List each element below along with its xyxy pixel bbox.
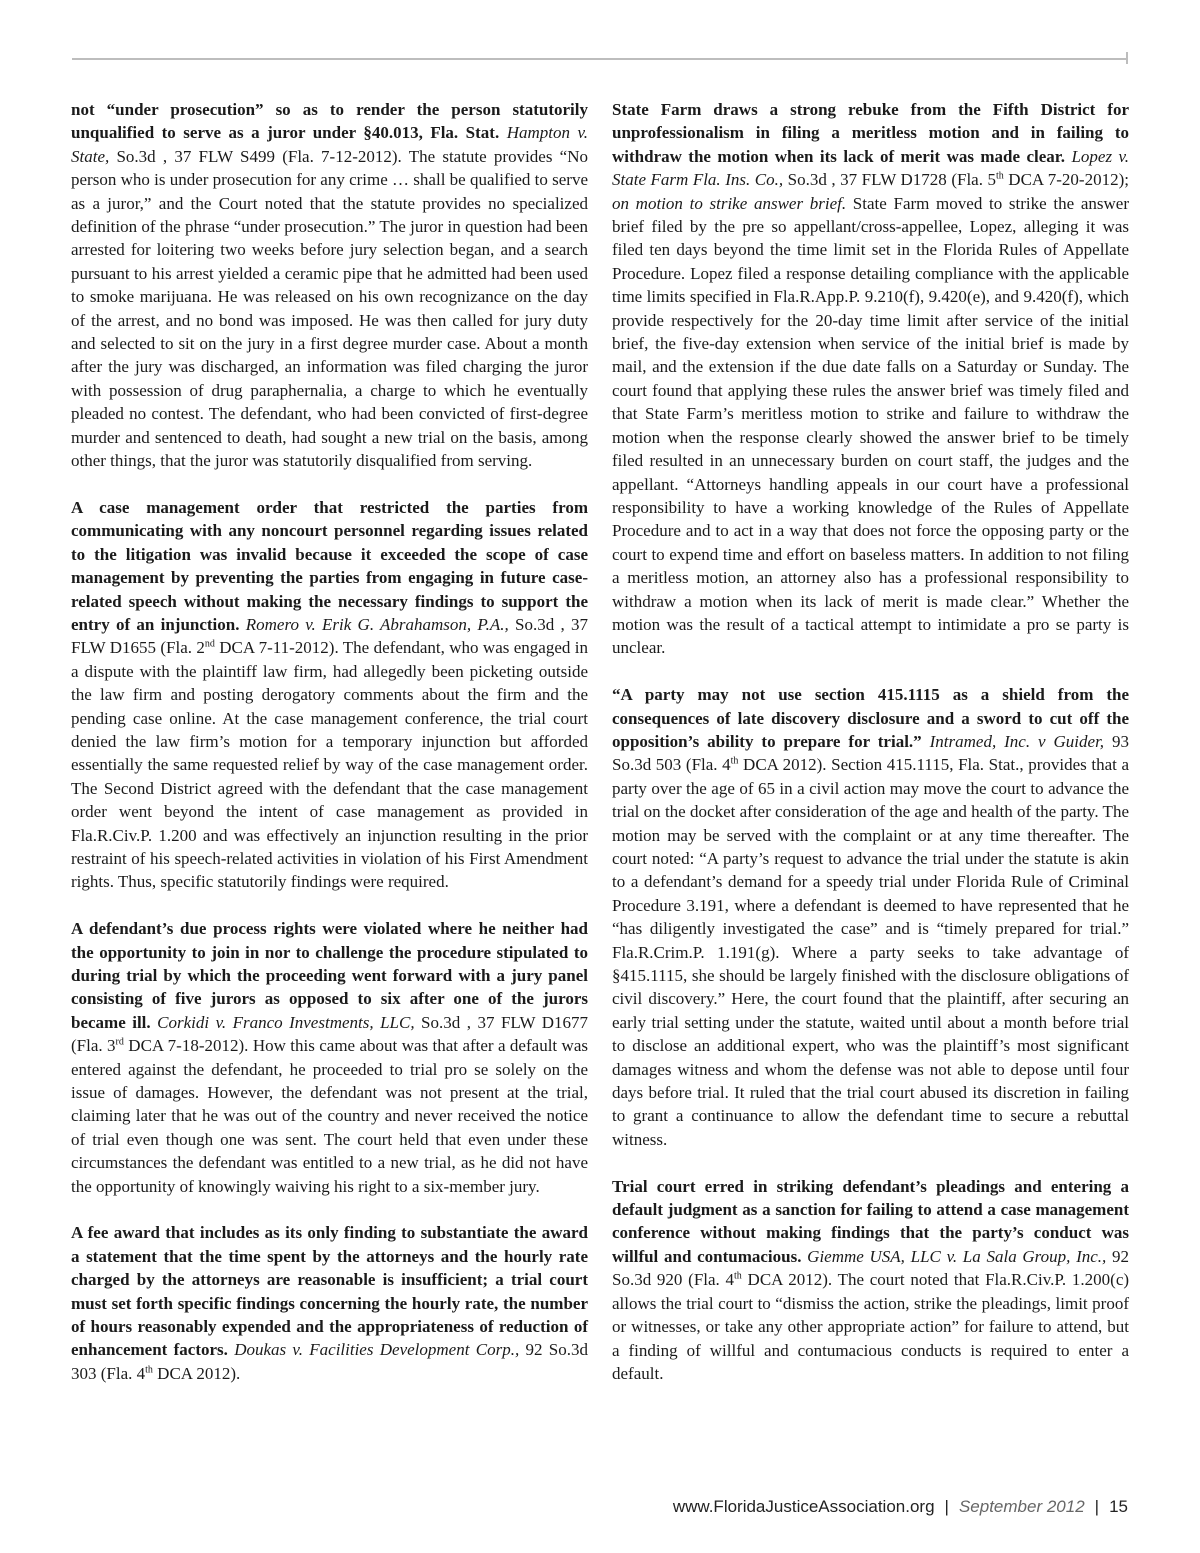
summary-body: The statute provides “No person who is under prosecution for any crime … shall be qualified to serve as a juror,” and the Court noted that the statute provides no specialized definition of the phrase “under prosecution.” The juror in question had been arrested for loitering two weeks before jury selection began, and a search pursuant to his arrest yielded a ceramic pipe that he admitted had been used to smoke marijuana. He was released on his own recognizance on the day of the arrest, and no bond was imposed. He was then called for jury duty and selected to sit on the jury in a first degree murder case. About a month after the jury was discharged, an information was filed charging the juror with possession of drug paraphernalia, a charge to which he eventually pleaded no contest. The defendant, who had been convicted of first-degree murder and sentenced to death, had sought a new trial on the basis, among other things, that the juror was statutorily disqualified from serving.	[71, 146, 588, 471]
headline: A defendant’s due process rights were violated where he neither had the opportunity to join in nor to challenge the procedure stipulated to during trial by which the proceeding went forward with a jury panel consisting of five jurors as opposed to six after one of the jurors became ill.	[71, 919, 588, 1032]
summary-body: The court noted that Fla.R.Civ.P. 1.200(c) allows the trial court to “dismiss the action, strike the pleadings, limit proof or witnesses, or take any other appropriate action” for failure to attend, but a finding of willful and contumacious conducts is required to enter a default.	[612, 1270, 1130, 1383]
right-column	[612, 98, 1129, 1409]
footer-website-link[interactable]: www.FloridaJusticeAssociation.org	[672, 1497, 935, 1516]
case-summary-corkidi	[71, 917, 588, 1198]
case-name: Corkidi v. Franco Investments, LLC,	[157, 1012, 415, 1032]
headline: Trial court erred in striking defendant’s pleadings and entering a default judgment as a sanction for failing to attend a case management conference without making findings that the party’s conduct was willful and contumacious.	[612, 1176, 1129, 1266]
headline: not “under prosecution” so as to render the person statutorily unqualified to serve as a juror under §40.013, Fla. Stat.	[71, 100, 588, 143]
motion-label: on motion to strike answer brief.	[612, 193, 847, 213]
citation-ordinal: rd	[115, 1036, 124, 1048]
citation-date: DCA 7-18-2012).	[123, 1036, 253, 1056]
page-footer	[673, 1497, 1128, 1517]
citation: 92 So.3d 920 (Fla. 4	[612, 1246, 1130, 1290]
footer-separator: |	[944, 1497, 949, 1516]
case-name: Romero v. Erik G. Abrahamson, P.A.,	[245, 614, 509, 634]
case-name: Giemme USA, LLC v. La Sala Group, Inc.,	[807, 1246, 1107, 1266]
headline: A case management order that restricted the parties from communicating with any noncourt personnel regarding issues related to the litigation was invalid because it exceeded the scope of case management by preventing the parties from engaging in future case-related speech without making the necessary findings to support the entry of an injunction.	[71, 497, 588, 634]
case-name: Hampton v. State,	[71, 123, 589, 166]
citation-ordinal: th	[145, 1364, 153, 1376]
headline: A fee award that includes as its only finding to substantiate the award a statement that the time spent by the attorneys and the hourly rate charged by the attorneys are reasonable is insufficient; a trial court must set forth specific findings concerning the hourly rate, the number of hours reasonably expended and the appropriateness of reduction of enhancement factors.	[71, 1223, 588, 1360]
case-summary-romero	[71, 496, 588, 894]
citation-ordinal: nd	[204, 638, 215, 650]
footer-issue-date: September 2012	[958, 1497, 1085, 1516]
citation: So.3d , 37 FLW S499 (Fla. 7-12-2012).	[109, 146, 409, 166]
summary-body: How this came about was that after a default was entered against the defendant, he proceeded to trial pro se solely on the issue of damages. However, the defendant was not present at the trial, claiming later that he was out of the country and never received the notice of trial even though one was sent. The court held that even under these circumstances the defendant was entitled to a new trial, as he did not have the opportunity of knowingly waiving his right to a six-member jury.	[71, 1036, 588, 1196]
summary-body: State Farm moved to strike the answer brief filed by the pre so appellant/cross-appellee, Lopez, alleging it was filed ten days beyond the time limit set in the Florida Rules of Appellate Procedure. Lopez filed a response detailing compliance with the applicable time limits specified in Fla.R.App.P. 9.210(f), 9.420(e), and 9.420(f), which provide respectively for the 20-day time limit after service of the initial brief, the five-day extension when service of the initial brief is made by mail, and the extension if the due date falls on a Saturday or Sunday. The court found that applying these rules the answer brief was timely filed and that State Farm’s meritless motion to strike and failure to withdraw the motion when the response clearly showed the answer brief to be timely filed resulted in an unnecessary burden on court staff, the judges and the appellant. “Attorneys handling appeals in our court have a professional responsibility to have a working knowledge of the Rules of Appellate Procedure and to act in a way that does not force the opposing party or the court to expend time and effort on baseless matters. In addition to not filing a meritless motion, an attorney also has a professional responsibility to withdraw a motion when its lack of merit is made clear.” Whether the motion was the result of a tactical attempt to intimidate a pro se party is unclear.	[612, 193, 1129, 658]
case-summary-intramed	[612, 683, 1129, 1151]
summary-body: The defendant, who was engaged in a dispute with the plaintiff law firm, had allegedly been picketing outside the law firm and posting derogatory comments about the firm and the pending case online. At the case management conference, the trial court denied the law firm’s motion for a temporary injunction but afforded essentially the same requested relief by way of the case management order. The Second District agreed with the defendant that the case management order went beyond the intent of case management as provided in Fla.R.Civ.P. 1.200 and was effectively an injunction resulting in the prior restraint of his speech-related activities in violation of his First Amendment rights. Thus, specific statutorily findings were required.	[71, 638, 588, 892]
footer-separator: |	[1094, 1497, 1100, 1516]
case-summary-lopez	[612, 98, 1129, 660]
citation: So.3d , 37 FLW D1677 (Fla. 3	[71, 1012, 589, 1056]
citation: So.3d , 37 FLW D1655 (Fla. 2	[71, 614, 589, 658]
citation-ordinal: th	[734, 1270, 742, 1282]
header-rule	[72, 58, 1128, 60]
citation-date: DCA 7-11-2012).	[214, 638, 343, 658]
case-summary-giemme	[612, 1175, 1129, 1386]
citation: 93 So.3d 503 (Fla. 4	[612, 731, 1130, 775]
citation-date: DCA 2012).	[741, 1270, 838, 1290]
citation: So.3d , 37 FLW D1728 (Fla. 5	[783, 170, 996, 190]
citation-date: DCA 7-20-2012);	[1003, 170, 1129, 190]
case-name: Lopez v. State Farm Fla. Ins. Co.,	[612, 146, 1129, 190]
headline: State Farm draws a strong rebuke from the Fifth District for unprofessionalism in filing a meritless motion and in failing to withdraw the motion when its lack of merit was made clear.	[612, 100, 1129, 166]
page-number: 15	[1109, 1497, 1128, 1516]
citation-ordinal: th	[730, 755, 739, 767]
case-name: Intramed, Inc. v Guider,	[929, 731, 1105, 751]
header-rule-tick	[1126, 52, 1128, 64]
citation-ordinal: th	[995, 170, 1004, 182]
case-summary-doukas	[71, 1221, 588, 1385]
left-column	[71, 98, 588, 1409]
citation-date: DCA 2012).	[152, 1363, 241, 1383]
citation: 92 So.3d 303 (Fla. 4	[71, 1340, 588, 1383]
case-name: Doukas v. Facilities Development Corp.,	[234, 1340, 520, 1360]
headline: “A party may not use section 415.1115 as a shield from the consequences of late discovery disclosure and a sword to cut off the opposition’s ability to prepare for trial.”	[612, 685, 1129, 751]
case-summary-hampton	[71, 98, 588, 473]
citation-date: DCA 2012).	[738, 755, 832, 775]
summary-body: Section 415.1115, Fla. Stat., provides that a party over the age of 65 in a civil action may move the court to advance the trial on the docket after consideration of the age and health of the party. The motion may be served with the complaint or at any time thereafter. The court noted: “A party’s request to advance the trial under the statute is akin to a defendant’s demand for a speedy trial under Florida Rule of Criminal Procedure 3.191, where a defendant is deemed to have represented that he “has diligently investigated the case” and is “timely prepared for trial.” Fla.R.Crim.P. 1.191(g). Where a party seeks to take advantage of §415.1115, she should be largely finished with the disclosure obligations of civil discovery.” Here, the court found that the plaintiff, after securing an early trial setting under the statute, waited until about a month before trial to disclose an additional expert, who was the plaintiff’s most significant damages witness and whom the defense was not able to depose until four days before trial. It ruled that the trial court abused its discretion in failing to grant a continuance to allow the defendant time to secure a rebuttal witness.	[612, 755, 1129, 1149]
